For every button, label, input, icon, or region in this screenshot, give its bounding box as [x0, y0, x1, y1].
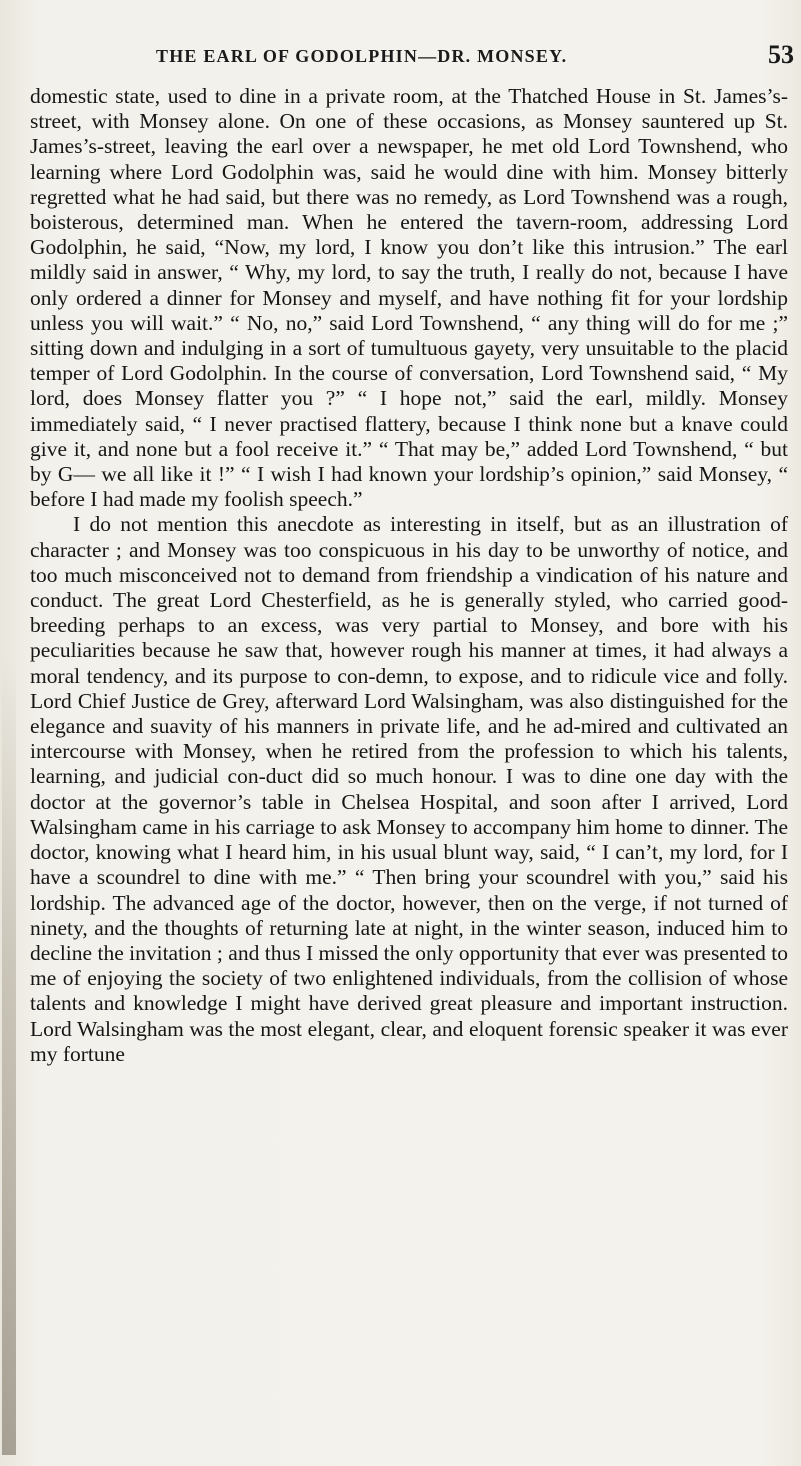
paragraph-anecdote-commentary: I do not mention this anecdote as interesting in itself, but as an illustration of character ; and Monsey was too conspicuous in his day to be unworthy of notice, and too much misconceived not to demand from friendship a vindication of his nature and conduct. The great Lord Chesterfield, as he is generally styled, who carried good-breeding perhaps to an excess, was very partial to Monsey, and bore with his peculiarities because he saw that, however rough his manner at times, it had always a moral tendency, and its purpose to con-demn, to expose, and to ridicule vice and folly. Lord Chief Justice de Grey, afterward Lord Walsingham, was also distinguished for the elegance and suavity of his manners in private life, and he ad-mired and cultivated an intercourse with Monsey, when he retired from the profession to which his talents, learning, and judicial con-duct did so much honour. I was to dine one day with the doctor at the governor’s table in Chelsea Hospital, and soon after I arrived, Lord Walsingham came in his carriage to ask Monsey to accompany him home to dinner. The doctor, knowing what I heard him, in his usual blunt way, said, “ I can’t, my lord, for I have a scoundrel to dine with me.” “ Then bring your scoundrel with you,” said his lordship. The advanced age of the doctor, however, then on the verge, if not turned of ninety, and the thoughts of returning late at night, in the winter season, induced him to decline the invitation ; and thus I missed the only opportunity that ever was presented to me of enjoying the society of two enlightened individuals, from the collision of whose talents and knowledge I might have derived great pleasure and important instruction. Lord Walsingham was the most elegant, clear, and eloquent forensic speaker it was ever my fortune — [30, 512, 788, 1066]
gutter-shadow — [2, 655, 16, 1455]
page-number: 53 — [768, 40, 794, 69]
paragraph-continued: domestic state, used to dine in a private room, at the Thatched House in St. James’s-street, with Monsey alone. On one of these occasions, as Monsey sauntered up St. James’s-street, leaving the earl over a newspaper, he met old Lord Townshend, who learning where Lord Godolphin was, said he would dine with him. Monsey bitterly regretted what he had said, but there was no remedy, as Lord Townshend was a rough, boisterous, determined man. When he entered the tavern-room, addressing Lord Godolphin, he said, “Now, my lord, I know you don’t like this intrusion.” The earl mildly said in answer, “ Why, my lord, to say the truth, I really do not, because I have only ordered a dinner for Monsey and myself, and have nothing fit for your lordship unless you will wait.” “ No, no,” said Lord Townshend, “ any thing will do for me ;” sitting down and indulging in a sort of tumultuous gayety, very unsuitable to the placid temper of Lord Godolphin. In the course of conversation, Lord Townshend said, “ My lord, does Monsey flatter you ?” “ I hope not,” said the earl, mildly. Monsey immediately said, “ I never practised flattery, because I think none but a knave could give it, and none but a fool receive it.” “ That may be,” added Lord Townshend, “ but by G— we all like it !” “ I wish I had known your lordship’s opinion,” said Monsey, “ before I had made my foolish speech.” — [30, 84, 788, 512]
body-text — [30, 84, 788, 1067]
running-head: THE EARL OF GODOLPHIN—DR. MONSEY. — [156, 46, 568, 66]
page-header — [96, 40, 796, 80]
